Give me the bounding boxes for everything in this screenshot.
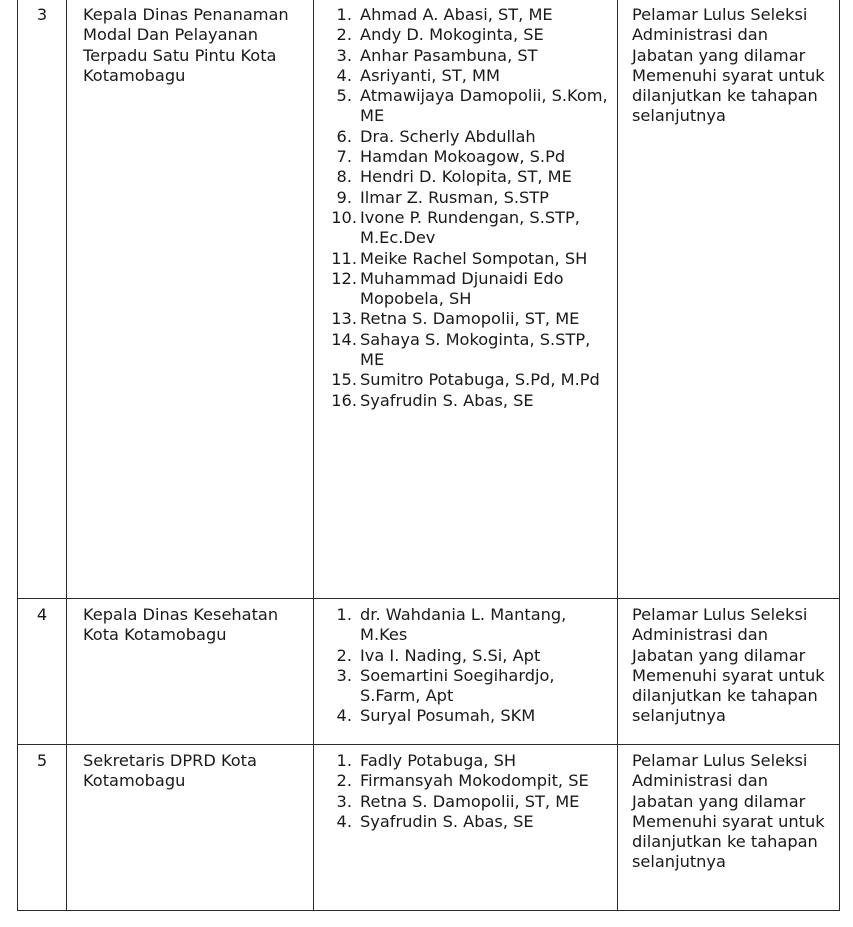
item-number: 9.: [336, 187, 352, 207]
list-item: [324, 792, 611, 812]
item-number: 4.: [336, 811, 352, 831]
item-number: 6.: [336, 126, 352, 146]
applicant-name: Sumitro Potabuga, S.Pd, M.Pd: [360, 370, 600, 390]
item-number: 4.: [336, 706, 352, 726]
list-item: [324, 812, 611, 832]
table-row: [18, 0, 840, 599]
row-number: 4: [18, 599, 67, 745]
applicant-name: Suryal Posumah, SKM: [360, 706, 536, 726]
selection-results-table: [17, 0, 840, 911]
item-number: 14.: [331, 329, 357, 349]
item-number: 4.: [336, 65, 352, 85]
table-row: [18, 599, 840, 745]
item-number: 3.: [336, 791, 352, 811]
selection-result: Pelamar Lulus Seleksi Administrasi dan Jabatan yang dilamar Memenuhi syarat untuk dilanjutkan ke tahapan selanjutnya: [618, 0, 840, 599]
applicant-list: [324, 5, 611, 411]
item-number: 12.: [331, 268, 357, 288]
applicant-names-cell: [314, 745, 618, 911]
row-number: 3: [18, 0, 67, 599]
applicant-name: Sahaya S. Mokoginta, S.STP, ME: [360, 329, 591, 370]
item-number: 2.: [336, 25, 352, 45]
table-row: [18, 745, 840, 911]
item-number: 5.: [336, 86, 352, 106]
list-item: [324, 167, 611, 187]
row-number: 5: [18, 745, 67, 911]
applicant-name: Fadly Potabuga, SH: [360, 751, 517, 770]
list-item: [324, 66, 611, 86]
applicant-name: Anhar Pasambuna, ST: [360, 45, 538, 65]
applicant-name: Andy D. Mokoginta, SE: [360, 25, 544, 45]
item-number: 3.: [336, 45, 352, 65]
item-number: 13.: [331, 309, 357, 329]
list-item: [324, 605, 611, 646]
applicant-name: Retna S. Damopolii, ST, ME: [360, 791, 580, 811]
list-item: [324, 751, 611, 771]
item-number: 16.: [331, 390, 357, 410]
item-number: 2.: [336, 645, 352, 665]
applicant-name: Dra. Scherly Abdullah: [360, 126, 536, 146]
applicant-name: Ahmad A. Abasi, ST, ME: [360, 5, 553, 24]
item-number: 11.: [331, 248, 357, 268]
list-item: [324, 188, 611, 208]
applicant-names-cell: [314, 0, 618, 599]
list-item: [324, 391, 611, 411]
applicant-name: Meike Rachel Sompotan, SH: [360, 248, 588, 268]
item-number: 1.: [336, 751, 352, 770]
item-number: 3.: [336, 665, 352, 685]
list-item: [324, 46, 611, 66]
position-title: Kepala Dinas Kesehatan Kota Kotamobagu: [67, 599, 314, 745]
applicant-name: Retna S. Damopolii, ST, ME: [360, 309, 580, 329]
list-item: [324, 147, 611, 167]
list-item: [324, 666, 611, 707]
item-number: 15.: [331, 370, 357, 390]
selection-result: Pelamar Lulus Seleksi Administrasi dan Jabatan yang dilamar Memenuhi syarat untuk dilanjutkan ke tahapan selanjutnya: [618, 599, 840, 745]
list-item: [324, 330, 611, 371]
item-number: 8.: [336, 167, 352, 187]
item-number: 1.: [336, 5, 352, 24]
applicant-name: Muhammad Djunaidi Edo Mopobela, SH: [360, 268, 564, 309]
applicant-name: Hamdan Mokoagow, S.Pd: [360, 147, 566, 167]
list-item: [324, 5, 611, 25]
list-item: [324, 127, 611, 147]
item-number: 2.: [336, 771, 352, 791]
list-item: [324, 706, 611, 726]
item-number: 1.: [336, 605, 352, 624]
list-item: [324, 249, 611, 269]
applicant-name: Asriyanti, ST, MM: [360, 65, 500, 85]
applicant-name: Syafrudin S. Abas, SE: [360, 811, 534, 831]
selection-result: Pelamar Lulus Seleksi Administrasi dan Jabatan yang dilamar Memenuhi syarat untuk dilanjutkan ke tahapan selanjutnya: [618, 745, 840, 911]
list-item: [324, 370, 611, 390]
applicant-list: [324, 605, 611, 727]
applicant-name: Soemartini Soegihardjo, S.Farm, Apt: [360, 665, 555, 706]
applicant-name: Iva I. Nading, S.Si, Apt: [360, 645, 541, 665]
position-title: Sekretaris DPRD Kota Kotamobagu: [67, 745, 314, 911]
applicant-name: Syafrudin S. Abas, SE: [360, 390, 534, 410]
item-number: 10.: [331, 207, 357, 227]
applicant-name: dr. Wahdania L. Mantang, M.Kes: [360, 605, 567, 645]
list-item: [324, 86, 611, 127]
applicant-name: Ivone P. Rundengan, S.STP, M.Ec.Dev: [360, 207, 580, 248]
applicant-name: Hendri D. Kolopita, ST, ME: [360, 167, 572, 187]
position-title: Kepala Dinas Penanaman Modal Dan Pelayanan Terpadu Satu Pintu Kota Kotamobagu: [67, 0, 314, 599]
list-item: [324, 25, 611, 45]
applicant-name: Firmansyah Mokodompit, SE: [360, 771, 589, 791]
list-item: [324, 646, 611, 666]
list-item: [324, 208, 611, 249]
applicant-names-cell: [314, 599, 618, 745]
applicant-name: Ilmar Z. Rusman, S.STP: [360, 187, 549, 207]
applicant-name: Atmawijaya Damopolii, S.Kom, ME: [360, 86, 608, 126]
list-item: [324, 771, 611, 791]
list-item: [324, 309, 611, 329]
list-item: [324, 269, 611, 310]
applicant-list: [324, 751, 611, 832]
item-number: 7.: [336, 147, 352, 167]
